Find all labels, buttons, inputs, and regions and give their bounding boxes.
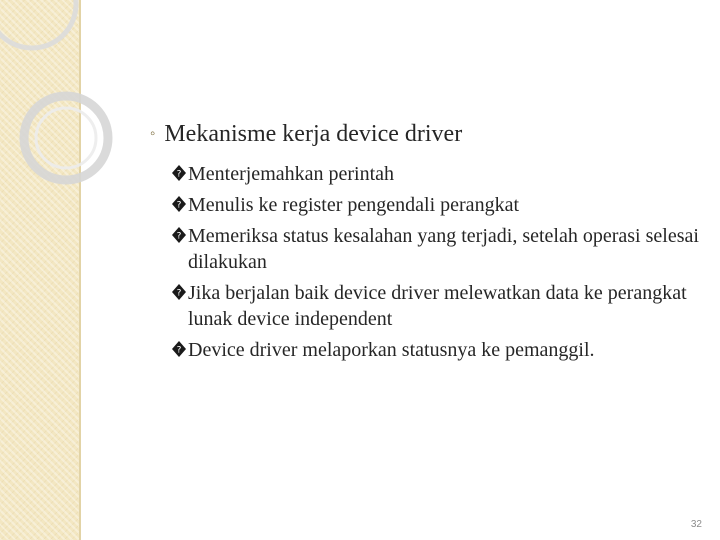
list-item	[172, 223, 710, 275]
bullet-list	[150, 161, 710, 363]
list-item-text: Memeriksa status kesalahan yang terjadi, setelah operasi selesai dilakukan	[188, 225, 699, 273]
list-item	[172, 161, 710, 187]
svg-text:?: ?	[176, 288, 182, 299]
list-item-text: Device driver melaporkan statusnya ke pemanggil.	[188, 339, 595, 361]
missing-glyph-icon	[172, 196, 186, 212]
missing-glyph-icon	[172, 284, 186, 300]
svg-text:?: ?	[176, 169, 182, 180]
list-item-text: Jika berjalan baik device driver melewatkan data ke perangkat lunak device independent	[188, 282, 687, 330]
slide-heading	[150, 116, 710, 155]
missing-glyph-icon	[172, 165, 186, 181]
list-item-text: Menulis ke register pengendali perangkat	[188, 194, 519, 216]
page-number: 32	[690, 519, 702, 530]
decorative-rings-icon	[0, 0, 160, 200]
svg-text:?: ?	[176, 231, 182, 242]
list-item	[172, 280, 710, 332]
ring-bullet-icon: ◦	[150, 126, 156, 142]
svg-text:?: ?	[176, 200, 182, 211]
list-item	[172, 337, 710, 363]
missing-glyph-icon	[172, 341, 186, 357]
slide-heading-text: Mekanisme kerja device driver	[164, 121, 463, 147]
slide-content	[150, 116, 710, 368]
missing-glyph-icon	[172, 227, 186, 243]
list-item-text: Menterjemahkan perintah	[188, 163, 395, 185]
list-item	[172, 192, 710, 218]
svg-text:?: ?	[176, 345, 182, 356]
